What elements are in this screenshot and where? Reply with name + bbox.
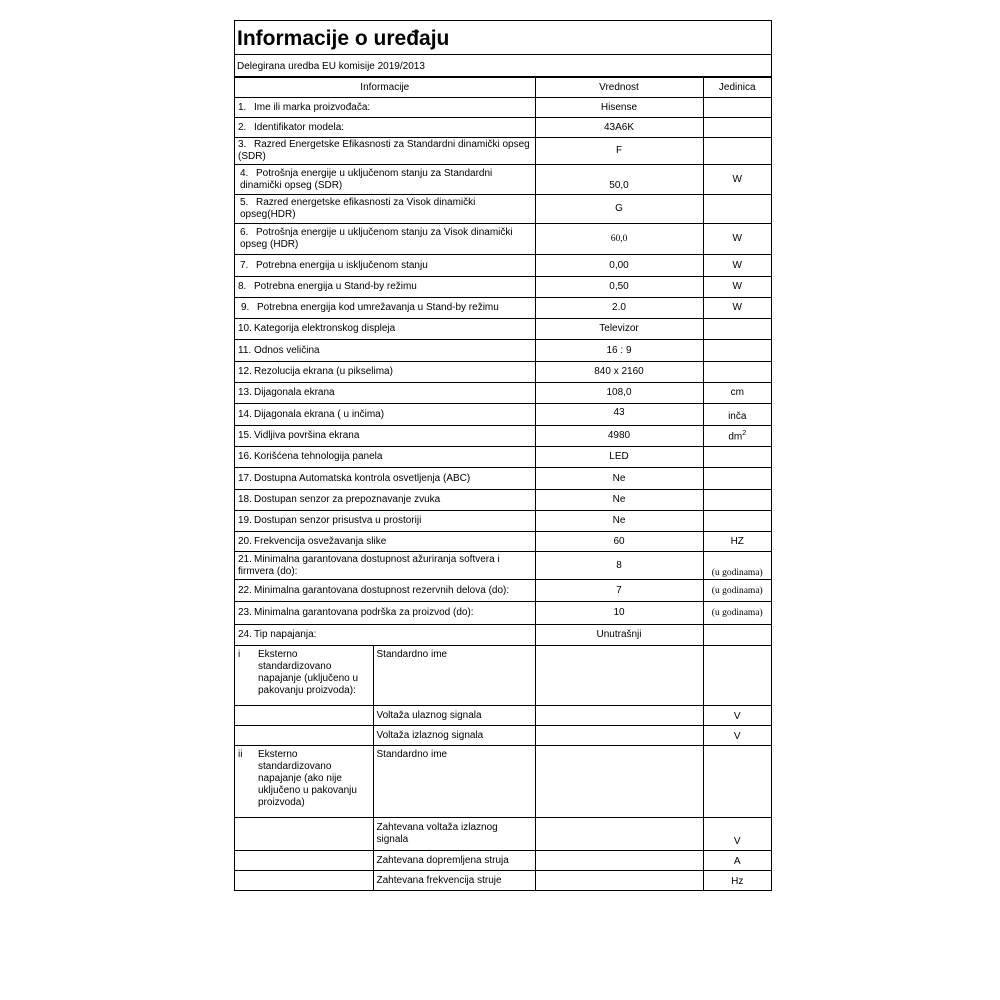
row-number: 7. [240,259,249,271]
row-number: 8. [238,281,247,292]
unit-text: W [732,233,742,244]
row-label: Frekvencija osvežavanja slike [254,535,387,547]
row-number: 20. [238,535,252,547]
psu-desc: Eksterno standardizovano napajanje (uključeno u pakovanju proizvoda): [258,649,359,696]
unit-text: W [732,281,742,292]
table-row [235,625,771,646]
row-value: Ne [535,490,703,511]
row-label-cell [235,490,535,511]
row-unit [703,552,771,580]
row-value: 0,00 [535,255,703,277]
row-number: 11. [238,344,252,356]
row-label-cell [235,138,535,165]
info-table [235,77,771,891]
row-value: G [535,195,703,224]
row-label: Ime ili marka proizvođača: [254,101,371,113]
row-label-cell [235,98,535,118]
row-unit [703,195,771,224]
table-row [235,98,771,118]
row-value: 840 x 2160 [535,362,703,383]
row-unit [703,532,771,552]
header-value: Vrednost [535,78,703,98]
psu-item-name: Voltaža izlaznog signala [373,726,535,746]
row-label: Dostupan senzor za prepoznavanje zvuka [254,494,441,505]
row-number: 4. [240,167,249,179]
psu-item-unit: V [703,818,771,851]
row-label: Tip napajanja: [254,629,317,640]
unit-text: W [732,259,742,271]
row-unit [703,468,771,490]
row-label: Potrebna energija u isključenom stanju [256,259,428,271]
row-number: 13. [238,387,252,398]
psu-desc-cell [235,726,373,746]
row-label: Minimalna garantovana podrška za proizvod (do): [254,607,474,618]
table-row [235,447,771,468]
row-label: Potrebna energija u Stand-by režimu [254,281,417,292]
header-info: Informacije [235,78,535,98]
row-number: 6. [240,227,249,238]
psu-desc: Eksterno standardizovano napajanje (ako nije uključeno u pakovanju proizvoda) [258,749,357,808]
psu-item-name: Zahtevana dopremljena struja [373,851,535,871]
unit-text: (u godinama) [711,608,763,618]
row-number: 16. [238,451,252,462]
psu-item-unit: V [703,706,771,726]
row-value: 43 [535,404,703,426]
row-label: Potrošnja energije u uključenom stanju za Standardni dinamički opseg (SDR) [240,167,493,191]
psu-desc-cell [235,746,373,818]
row-value: Televizor [535,319,703,340]
row-unit [703,447,771,468]
table-row [235,468,771,490]
row-label: Dijagonala ekrana ( u inčima) [254,408,385,420]
row-unit [703,277,771,298]
row-label-cell [235,340,535,362]
table-row [235,602,771,625]
row-number: 3. [238,139,247,150]
row-value: 108,0 [535,383,703,404]
row-label-cell [235,165,535,195]
row-unit [703,118,771,138]
table-row [235,277,771,298]
psu-item-value [535,706,703,726]
row-value: 10 [535,602,703,625]
psu-row [235,726,771,746]
table-row [235,138,771,165]
unit-text: (u godinama) [711,568,763,578]
row-number: 10. [238,323,252,334]
row-unit [703,625,771,646]
row-label-cell [235,362,535,383]
row-unit [703,319,771,340]
row-label-cell [235,447,535,468]
row-label-cell [235,580,535,602]
row-label-cell [235,426,535,447]
row-label: Dijagonala ekrana [254,387,335,398]
psu-row [235,818,771,851]
psu-item-name: Voltaža ulaznog signala [373,706,535,726]
row-value: 16 : 9 [535,340,703,362]
table-row [235,426,771,447]
row-number: 1. [238,101,247,113]
row-value: Unutrašnji [535,625,703,646]
psu-desc-cell [235,646,373,706]
row-unit [703,298,771,319]
row-label-cell [235,224,535,255]
row-unit [703,362,771,383]
row-label-cell [235,118,535,138]
table-row [235,511,771,532]
psu-item-value [535,871,703,891]
row-label-cell [235,511,535,532]
row-label-cell [235,625,535,646]
row-label-cell [235,383,535,404]
table-row [235,340,771,362]
psu-row [235,851,771,871]
row-value: 4980 [535,426,703,447]
row-label-cell [235,255,535,277]
psu-desc-cell [235,818,373,851]
psu-item-name: Standardno ime [373,646,535,706]
row-unit [703,383,771,404]
table-row [235,383,771,404]
row-label: Minimalna garantovana dostupnost ažuriranja softvera i firmvera (do): [238,553,500,577]
row-label: Kategorija elektronskog displeja [254,323,396,334]
psu-item-value [535,746,703,818]
row-label: Korišćena tehnologija panela [254,451,383,462]
psu-roman: i [238,649,241,660]
unit-superscript: 2 [742,430,747,438]
row-value: LED [535,447,703,468]
row-label: Rezolucija ekrana (u pikselima) [254,366,393,377]
row-value: F [535,138,703,165]
regulation-subtitle: Delegirana uredba EU komisije 2019/2013 [235,55,771,77]
row-value: 60 [535,532,703,552]
row-label-cell [235,277,535,298]
row-unit [703,602,771,625]
row-unit [703,426,771,447]
row-label: Dostupna Automatska kontrola osvetljenja (ABC) [254,472,471,484]
row-unit [703,138,771,165]
table-row [235,319,771,340]
row-unit [703,404,771,426]
table-row [235,552,771,580]
row-value: Ne [535,511,703,532]
table-row [235,490,771,511]
row-label: Potrebna energija kod umrežavanja u Stand-by režimu [257,302,499,313]
row-value: 2.0 [535,298,703,319]
psu-item-unit: Hz [703,871,771,891]
row-unit [703,490,771,511]
psu-row [235,746,771,818]
row-number: 5. [240,197,249,208]
row-label: Identifikator modela: [254,121,345,133]
row-label-cell [235,552,535,580]
row-value: 50,0 [535,165,703,195]
psu-item-value [535,818,703,851]
psu-item-value [535,726,703,746]
row-unit [703,511,771,532]
row-number: 19. [238,515,252,526]
row-number: 24. [238,629,252,640]
table-row [235,195,771,224]
row-label: Razred Energetske Efikasnosti za Standardni dinamički opseg (SDR) [238,139,530,162]
row-value: 0,50 [535,277,703,298]
unit-text: inča [728,411,747,422]
row-label-cell [235,468,535,490]
table-row [235,404,771,426]
row-number: 9. [241,302,250,313]
table-row [235,362,771,383]
table-row [235,532,771,552]
unit-text: W [732,173,742,185]
psu-item-unit: A [703,851,771,871]
psu-item-name: Standardno ime [373,746,535,818]
row-unit [703,165,771,195]
page-title: Informacije o uređaju [235,21,771,55]
row-unit [703,255,771,277]
psu-item-value [535,851,703,871]
unit-text: W [732,302,742,313]
psu-item-unit [703,746,771,818]
psu-item-unit [703,646,771,706]
psu-item-name: Zahtevana voltaža izlaznog signala [373,818,535,851]
unit-text: (u godinama) [711,585,763,596]
row-label-cell [235,319,535,340]
row-label-cell [235,195,535,224]
row-number: 17. [238,472,252,484]
product-info-sheet [234,20,772,891]
row-label-cell [235,298,535,319]
psu-desc-cell [235,871,373,891]
unit-text: HZ [730,535,744,547]
table-header-row [235,78,771,98]
psu-row [235,706,771,726]
row-number: 21. [238,553,252,565]
row-value: Hisense [535,98,703,118]
row-number: 14. [238,408,252,420]
table-row [235,224,771,255]
psu-desc-cell [235,706,373,726]
row-unit [703,340,771,362]
row-label: Dostupan senzor prisustva u prostoriji [254,515,422,526]
table-row [235,580,771,602]
row-value: 43A6K [535,118,703,138]
row-label-cell [235,602,535,625]
psu-row [235,646,771,706]
table-row [235,165,771,195]
row-unit [703,98,771,118]
row-value: 8 [535,552,703,580]
row-label: Vidljiva površina ekrana [254,430,360,441]
table-row [235,255,771,277]
psu-desc-cell [235,851,373,871]
row-label: Minimalna garantovana dostupnost rezervnih delova (do): [254,584,510,596]
row-number: 22. [238,584,252,596]
row-label: Potrošnja energije u uključenom stanju za Visok dinamički opseg (HDR) [240,227,513,250]
unit-text: cm [730,387,744,398]
psu-item-name: Zahtevana frekvencija struje [373,871,535,891]
psu-row [235,871,771,891]
row-value: 60,0 [535,224,703,255]
psu-item-value [535,646,703,706]
row-unit [703,224,771,255]
row-label: Razred energetske efikasnosti za Visok dinamički opseg(HDR) [240,197,476,220]
row-number: 12. [238,366,252,377]
row-number: 23. [238,607,252,618]
row-number: 15. [238,430,252,441]
row-label: Odnos veličina [254,344,320,356]
psu-item-unit: V [703,726,771,746]
psu-roman: ii [238,749,243,760]
header-unit: Jedinica [703,78,771,98]
unit-text: dm [728,431,743,443]
row-number: 18. [238,494,252,505]
row-label-cell [235,532,535,552]
row-value: Ne [535,468,703,490]
row-unit [703,580,771,602]
table-row [235,298,771,319]
table-row [235,118,771,138]
row-number: 2. [238,121,247,133]
row-label-cell [235,404,535,426]
row-value: 7 [535,580,703,602]
